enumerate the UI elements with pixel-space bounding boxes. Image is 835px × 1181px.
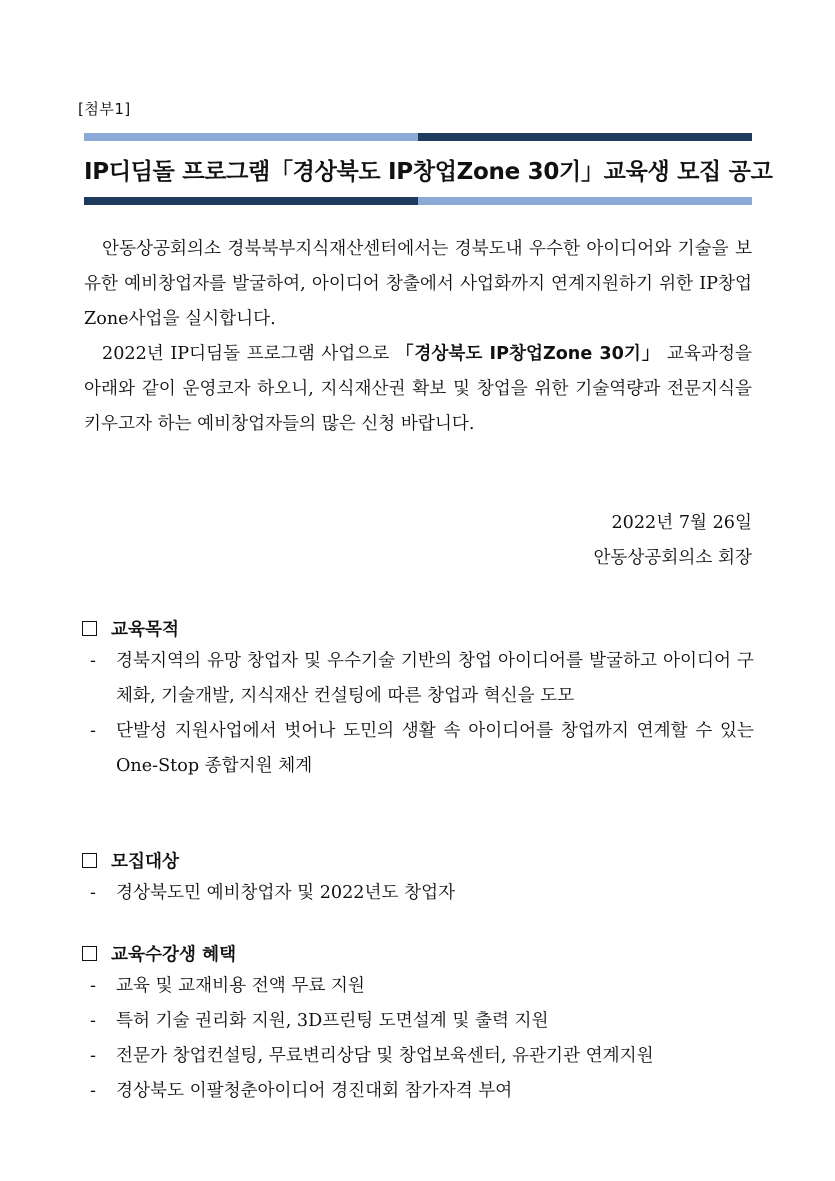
list-item-text: 전문가 창업컨설팅, 무료변리상담 및 창업보육센터, 유관기관 연계지원	[116, 1046, 654, 1066]
section-target	[82, 844, 754, 911]
section-benefits	[82, 937, 754, 1109]
intro-paragraph-2	[84, 337, 752, 442]
list-item-text: 특허 기술 권리화 지원, 3D프린팅 도면설계 및 출력 지원	[116, 1011, 549, 1031]
issuer-block	[593, 506, 752, 576]
section-heading	[82, 612, 754, 644]
list-item	[82, 969, 754, 1004]
dash-bullet: -	[90, 1081, 96, 1101]
rule-light-segment	[84, 133, 418, 141]
dash-bullet: -	[90, 651, 96, 671]
list-item	[82, 876, 754, 911]
title-top-rule	[84, 133, 752, 141]
dash-bullet: -	[90, 721, 96, 741]
list-item-text: 경북지역의 유망 창업자 및 우수기술 기반의 창업 아이디어를 발굴하고 아이디어 구체화, 기술개발, 지식재산 컨설팅에 따른 창업과 혁신을 도모	[116, 651, 754, 706]
intro-paragraph-2-pre: 2022년 IP디딤돌 프로그램 사업으로	[102, 344, 396, 364]
intro-paragraph-1: 안동상공회의소 경북북부지식재산센터에서는 경북도내 우수한 아이디어와 기술을 보유한 예비창업자를 발굴하여, 아이디어 창출에서 사업화까지 연계지원하기 위한 IP창업Zone사업을 실시합니다.	[84, 239, 752, 329]
intro-paragraph-2-post: 교육과정을 아래와 같이 운영코자 하오니, 지식재산권 확보 및 창업을 위한 기술역량과 전문지식을 키우고자 하는 예비창업자들의 많은 신청 바랍니다.	[84, 344, 752, 434]
title-bottom-rule	[84, 197, 752, 205]
checkbox-icon	[82, 621, 97, 636]
issue-date: 2022년 7월 26일	[611, 513, 752, 533]
list-item	[82, 1039, 754, 1074]
section-purpose	[82, 612, 754, 784]
list-item-text: 단발성 지원사업에서 벗어나 도민의 생활 속 아이디어를 창업까지 연계할 수 있는 One-Stop 종합지원 체계	[116, 721, 754, 776]
section-heading	[82, 844, 754, 876]
attachment-label: [첨부1]	[78, 100, 131, 118]
rule-dark-segment	[84, 197, 418, 205]
dash-bullet: -	[90, 976, 96, 996]
list-item-text: 경상북도 이팔청춘아이디어 경진대회 참가자격 부여	[116, 1081, 513, 1101]
program-name-emphasis: 「경상북도 IP창업Zone 30기」	[395, 344, 661, 364]
section-list	[82, 969, 754, 1109]
dash-bullet: -	[90, 1046, 96, 1066]
rule-light-segment	[418, 197, 752, 205]
list-item	[82, 1074, 754, 1109]
list-item	[82, 644, 754, 714]
section-list	[82, 876, 754, 911]
section-heading-text: 교육목적	[111, 619, 179, 640]
dash-bullet: -	[90, 1011, 96, 1031]
section-heading-text: 교육수강생 혜택	[111, 944, 237, 965]
list-item	[82, 1004, 754, 1039]
checkbox-icon	[82, 853, 97, 868]
section-list	[82, 644, 754, 784]
issuer-signature: 안동상공회의소 회장	[593, 548, 752, 568]
section-heading	[82, 937, 754, 969]
checkbox-icon	[82, 946, 97, 961]
list-item	[82, 714, 754, 784]
rule-dark-segment	[418, 133, 752, 141]
section-heading-text: 모집대상	[111, 851, 179, 872]
dash-bullet: -	[90, 883, 96, 903]
document-title: IP디딤돌 프로그램「경상북도 IP창업Zone 30기」교육생 모집 공고	[84, 159, 773, 185]
list-item-text: 경상북도민 예비창업자 및 2022년도 창업자	[116, 883, 456, 903]
intro-text	[84, 232, 752, 442]
list-item-text: 교육 및 교재비용 전액 무료 지원	[116, 976, 365, 996]
